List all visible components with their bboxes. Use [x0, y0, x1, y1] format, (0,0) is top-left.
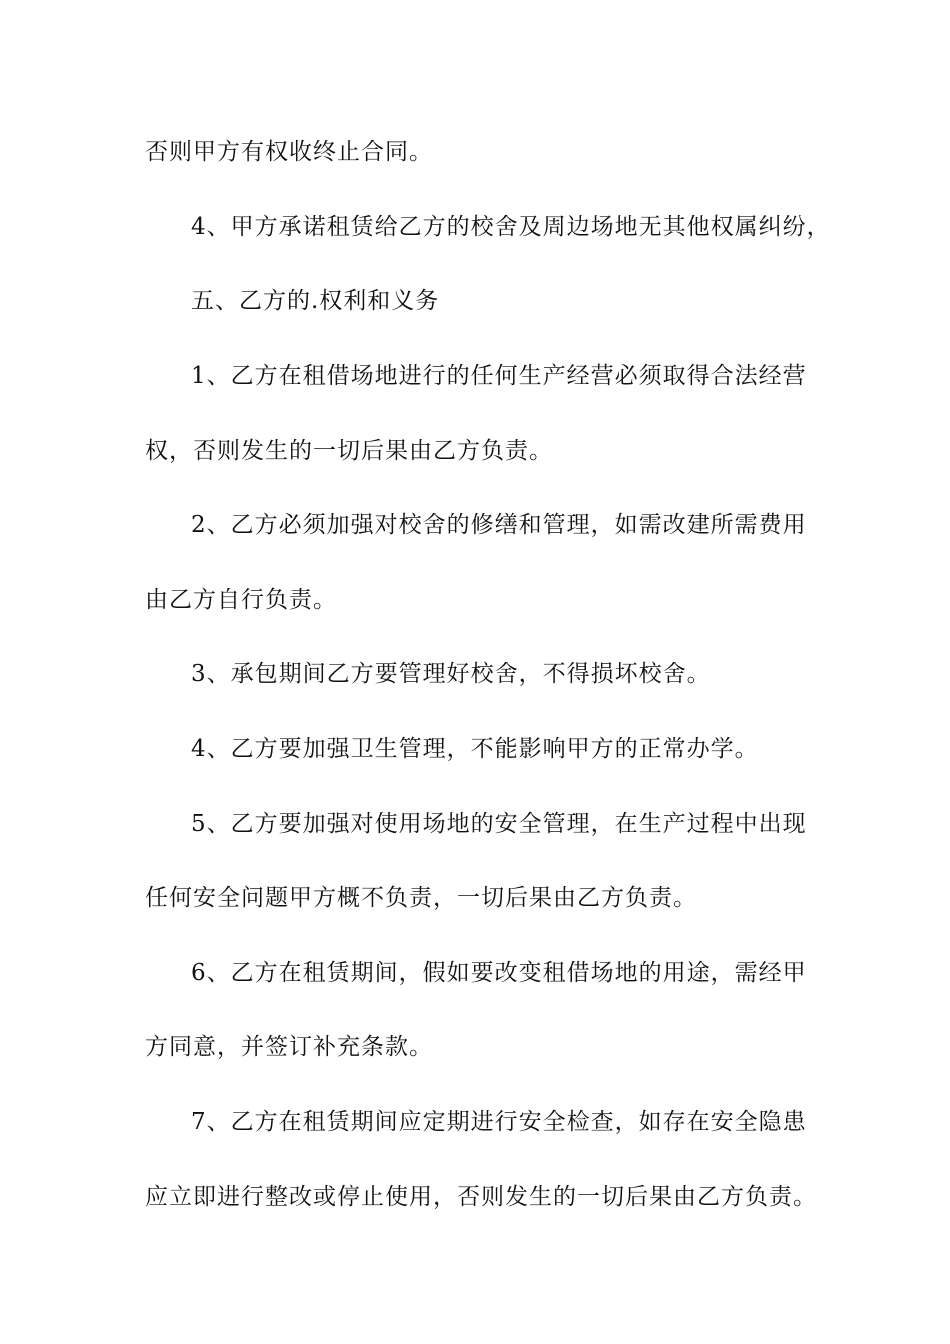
- section-heading: 五、乙方的.权利和义务: [191, 288, 440, 314]
- paragraph-line: 2、乙方必须加强对校舍的修缮和管理，如需改建所需费用: [191, 512, 807, 538]
- paragraph-line: 4、乙方要加强卫生管理，不能影响甲方的正常办学。: [191, 736, 759, 762]
- paragraph-line: 权，否则发生的一切后果由乙方负责。: [145, 438, 553, 464]
- paragraph-line: 应立即进行整改或停止使用，否则发生的一切后果由乙方负责。: [145, 1184, 817, 1210]
- paragraph-line: 任何安全问题甲方概不负责，一切后果由乙方负责。: [145, 885, 697, 911]
- paragraph-line: 方同意，并签订补充条款。: [145, 1034, 433, 1060]
- paragraph-line: 6、乙方在租赁期间，假如要改变租借场地的用途，需经甲: [191, 960, 807, 986]
- paragraph-line: 否则甲方有权收终止合同。: [145, 139, 433, 165]
- paragraph-line: 5、乙方要加强对使用场地的安全管理，在生产过程中出现: [191, 811, 807, 837]
- paragraph-line: 3、承包期间乙方要管理好校舍，不得损坏校舍。: [191, 661, 711, 687]
- paragraph-line: 7、乙方在租赁期间应定期进行安全检查，如存在安全隐患: [191, 1109, 807, 1135]
- paragraph-line: 4、甲方承诺租赁给乙方的校舍及周边场地无其他权属纠纷，: [191, 214, 831, 240]
- paragraph-line: 1、乙方在租借场地进行的任何生产经营必须取得合法经营: [191, 363, 807, 389]
- paragraph-line: 由乙方自行负责。: [145, 587, 337, 613]
